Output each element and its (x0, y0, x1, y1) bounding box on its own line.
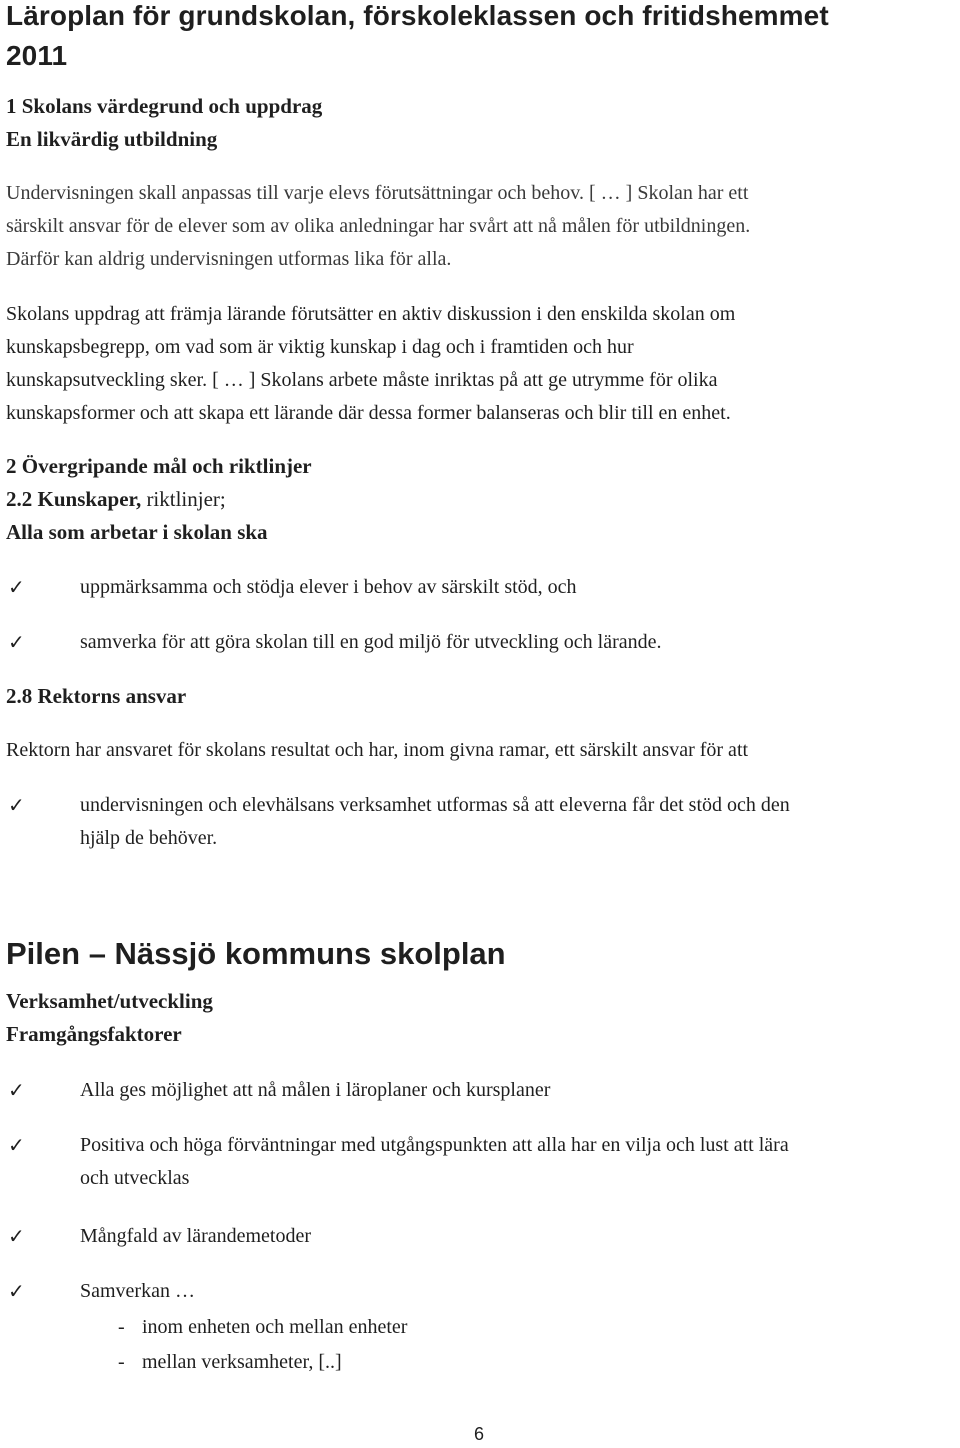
sub-list-item: mellan verksamheter, [..] (142, 1351, 342, 1373)
list-item-continuation: hjälp de behöver. (80, 827, 218, 849)
section-heading: 2 Övergripande mål och riktlinjer (6, 454, 312, 478)
paragraph-line: kunskapsformer och att skapa ett lärande där dessa former balanseras och blir till en enhet. (6, 402, 731, 424)
subsection-heading: Verksamhet/utveckling (6, 989, 213, 1013)
list-item: undervisningen och elevhälsans verksamhet utformas så att eleverna får det stöd och den (80, 794, 790, 816)
subsection-heading (6, 487, 226, 512)
checkmark-icon: ✓ (8, 1279, 25, 1303)
document-title-line2: 2011 (6, 40, 68, 71)
dash-bullet: - (118, 1351, 125, 1373)
paragraph-line: Rektorn har ansvaret för skolans resultat och har, inom givna ramar, ett särskilt ansvar för att (6, 739, 749, 761)
list-item: Alla ges möjlighet att nå målen i läroplaner och kursplaner (80, 1079, 551, 1101)
document-title: Pilen – Nässjö kommuns skolplan (6, 936, 506, 971)
paragraph-line: Därför kan aldrig undervisningen utformas lika för alla. (6, 248, 452, 270)
checkmark-icon: ✓ (8, 630, 25, 654)
checkmark-icon: ✓ (8, 575, 25, 599)
checkmark-icon: ✓ (8, 1078, 25, 1102)
list-item: Positiva och höga förväntningar med utgångspunkten att alla har en vilja och lust att lära (80, 1134, 789, 1156)
subsection-heading: Alla som arbetar i skolan ska (6, 520, 268, 544)
checkmark-icon: ✓ (8, 793, 25, 817)
checkmark-icon: ✓ (8, 1224, 25, 1248)
list-item-continuation: och utvecklas (80, 1167, 190, 1189)
subsection-heading-bold: 2.2 Kunskaper, (6, 487, 142, 511)
paragraph-line: kunskapsutveckling sker. [ … ] Skolans arbete måste inriktas på att ge utrymme för olika (6, 369, 718, 391)
subsection-heading: En likvärdig utbildning (6, 127, 218, 151)
list-item: Samverkan … (80, 1280, 195, 1302)
paragraph-line: Undervisningen skall anpassas till varje elevs förutsättningar och behov. [ … ] Skolan har ett (6, 182, 749, 204)
subsection-heading: 2.8 Rektorns ansvar (6, 684, 187, 708)
dash-bullet: - (118, 1316, 125, 1338)
section-heading: 1 Skolans värdegrund och uppdrag (6, 94, 323, 118)
document-title-line1: Läroplan för grundskolan, förskoleklassen och fritidshemmet (6, 0, 829, 31)
list-item: uppmärksamma och stödja elever i behov av särskilt stöd, och (80, 576, 577, 598)
checkmark-icon: ✓ (8, 1133, 25, 1157)
paragraph-line: Skolans uppdrag att främja lärande förutsätter en aktiv diskussion i den enskilda skolan om (6, 303, 736, 325)
page-number: 6 (474, 1424, 485, 1444)
subsection-heading-rest: riktlinjer; (141, 487, 226, 511)
sub-list-item: inom enheten och mellan enheter (142, 1316, 408, 1338)
subsection-heading: Framgångsfaktorer (6, 1022, 182, 1046)
list-item: Mångfald av lärandemetoder (80, 1225, 312, 1247)
list-item: samverka för att göra skolan till en god miljö för utveckling och lärande. (80, 631, 662, 653)
paragraph-line: särskilt ansvar för de elever som av olika anledningar har svårt att nå målen för utbildningen. (6, 215, 751, 237)
paragraph-line: kunskapsbegrepp, om vad som är viktig kunskap i dag och i framtiden och hur (6, 336, 634, 358)
